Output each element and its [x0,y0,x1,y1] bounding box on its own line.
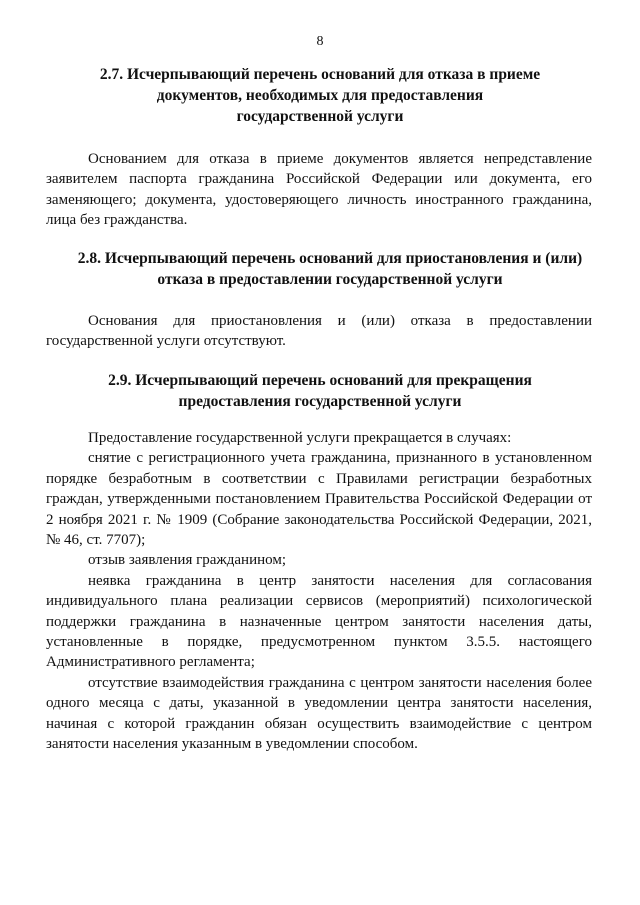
heading-line: 2.8. Исчерпывающий перечень оснований для приостановления и (или) [77,250,583,267]
text-line: граждан, утвержденными постановлением Правительства Российской Федерации от [46,491,592,508]
text-line: № 46, ст. 7707); [46,532,146,549]
heading-line: документов, необходимых для предоставления [156,87,484,104]
heading-line: 2.9. Исчерпывающий перечень оснований для прекращения [108,372,532,389]
text-line: одного месяца с даты, указанной в уведомлении центра занятости населения, [46,695,592,712]
text-line: заявителем паспорта гражданина Российской Федерации или документа, его [46,171,592,188]
text-line: Административного регламента; [46,654,255,671]
heading-line: государственной услуги [236,108,404,125]
text-line: начиная с которой гражданин обязан осуществить взаимодействие с центром [46,715,592,732]
text-line: отсутствие взаимодействия гражданина с центром занятости населения более [88,674,592,691]
section-2-7-paragraph [46,149,592,231]
heading-line: предоставления государственной услуги [178,393,462,410]
text-line: отзыв заявления гражданином; [88,552,287,569]
text-line: индивидуального плана реализации сервисов (мероприятий) психологической [46,593,592,610]
page-number: 8 [316,34,324,49]
text-line: установленные в порядке, предусмотренном пунктом 3.5.5. настоящего [46,634,592,651]
text-line: заменяющего; документа, удостоверяющего личность иностранного гражданина, [46,191,592,208]
text-line: снятие с регистрационного учета гражданина, признанного в установленном [88,450,592,467]
text-line: поддержки гражданина в назначенные центром занятости населения даты, [46,613,592,630]
heading-line: 2.7. Исчерпывающий перечень оснований для отказа в приеме [99,66,541,83]
text-line: порядке безработным в соответствии с Правилами регистрации безработных [46,470,592,487]
text-line: Основания для приостановления и (или) отказа в предоставлении [88,313,592,329]
text-line: лица без гражданства. [46,212,188,229]
text-line: Предоставление государственной услуги прекращается в случаях: [88,430,512,446]
section-2-8-paragraph [46,311,592,352]
section-2-8-heading [60,248,600,290]
text-line: государственной услуги отсутствуют. [46,333,286,350]
text-line: 2 ноября 2021 г. № 1909 (Собрание законодательства Российской Федерации, 2021, [46,511,592,528]
section-2-7-heading [60,64,580,127]
text-line: занятости населения указанным в уведомлении способом. [46,736,418,753]
text-line: неявка гражданина в центр занятости населения для согласования [88,572,592,589]
heading-line: отказа в предоставлении государственной услуги [157,271,503,288]
section-2-9-body [46,428,592,755]
section-2-9-heading [60,370,580,412]
text-line: Основанием для отказа в приеме документов является непредставление [88,151,592,167]
